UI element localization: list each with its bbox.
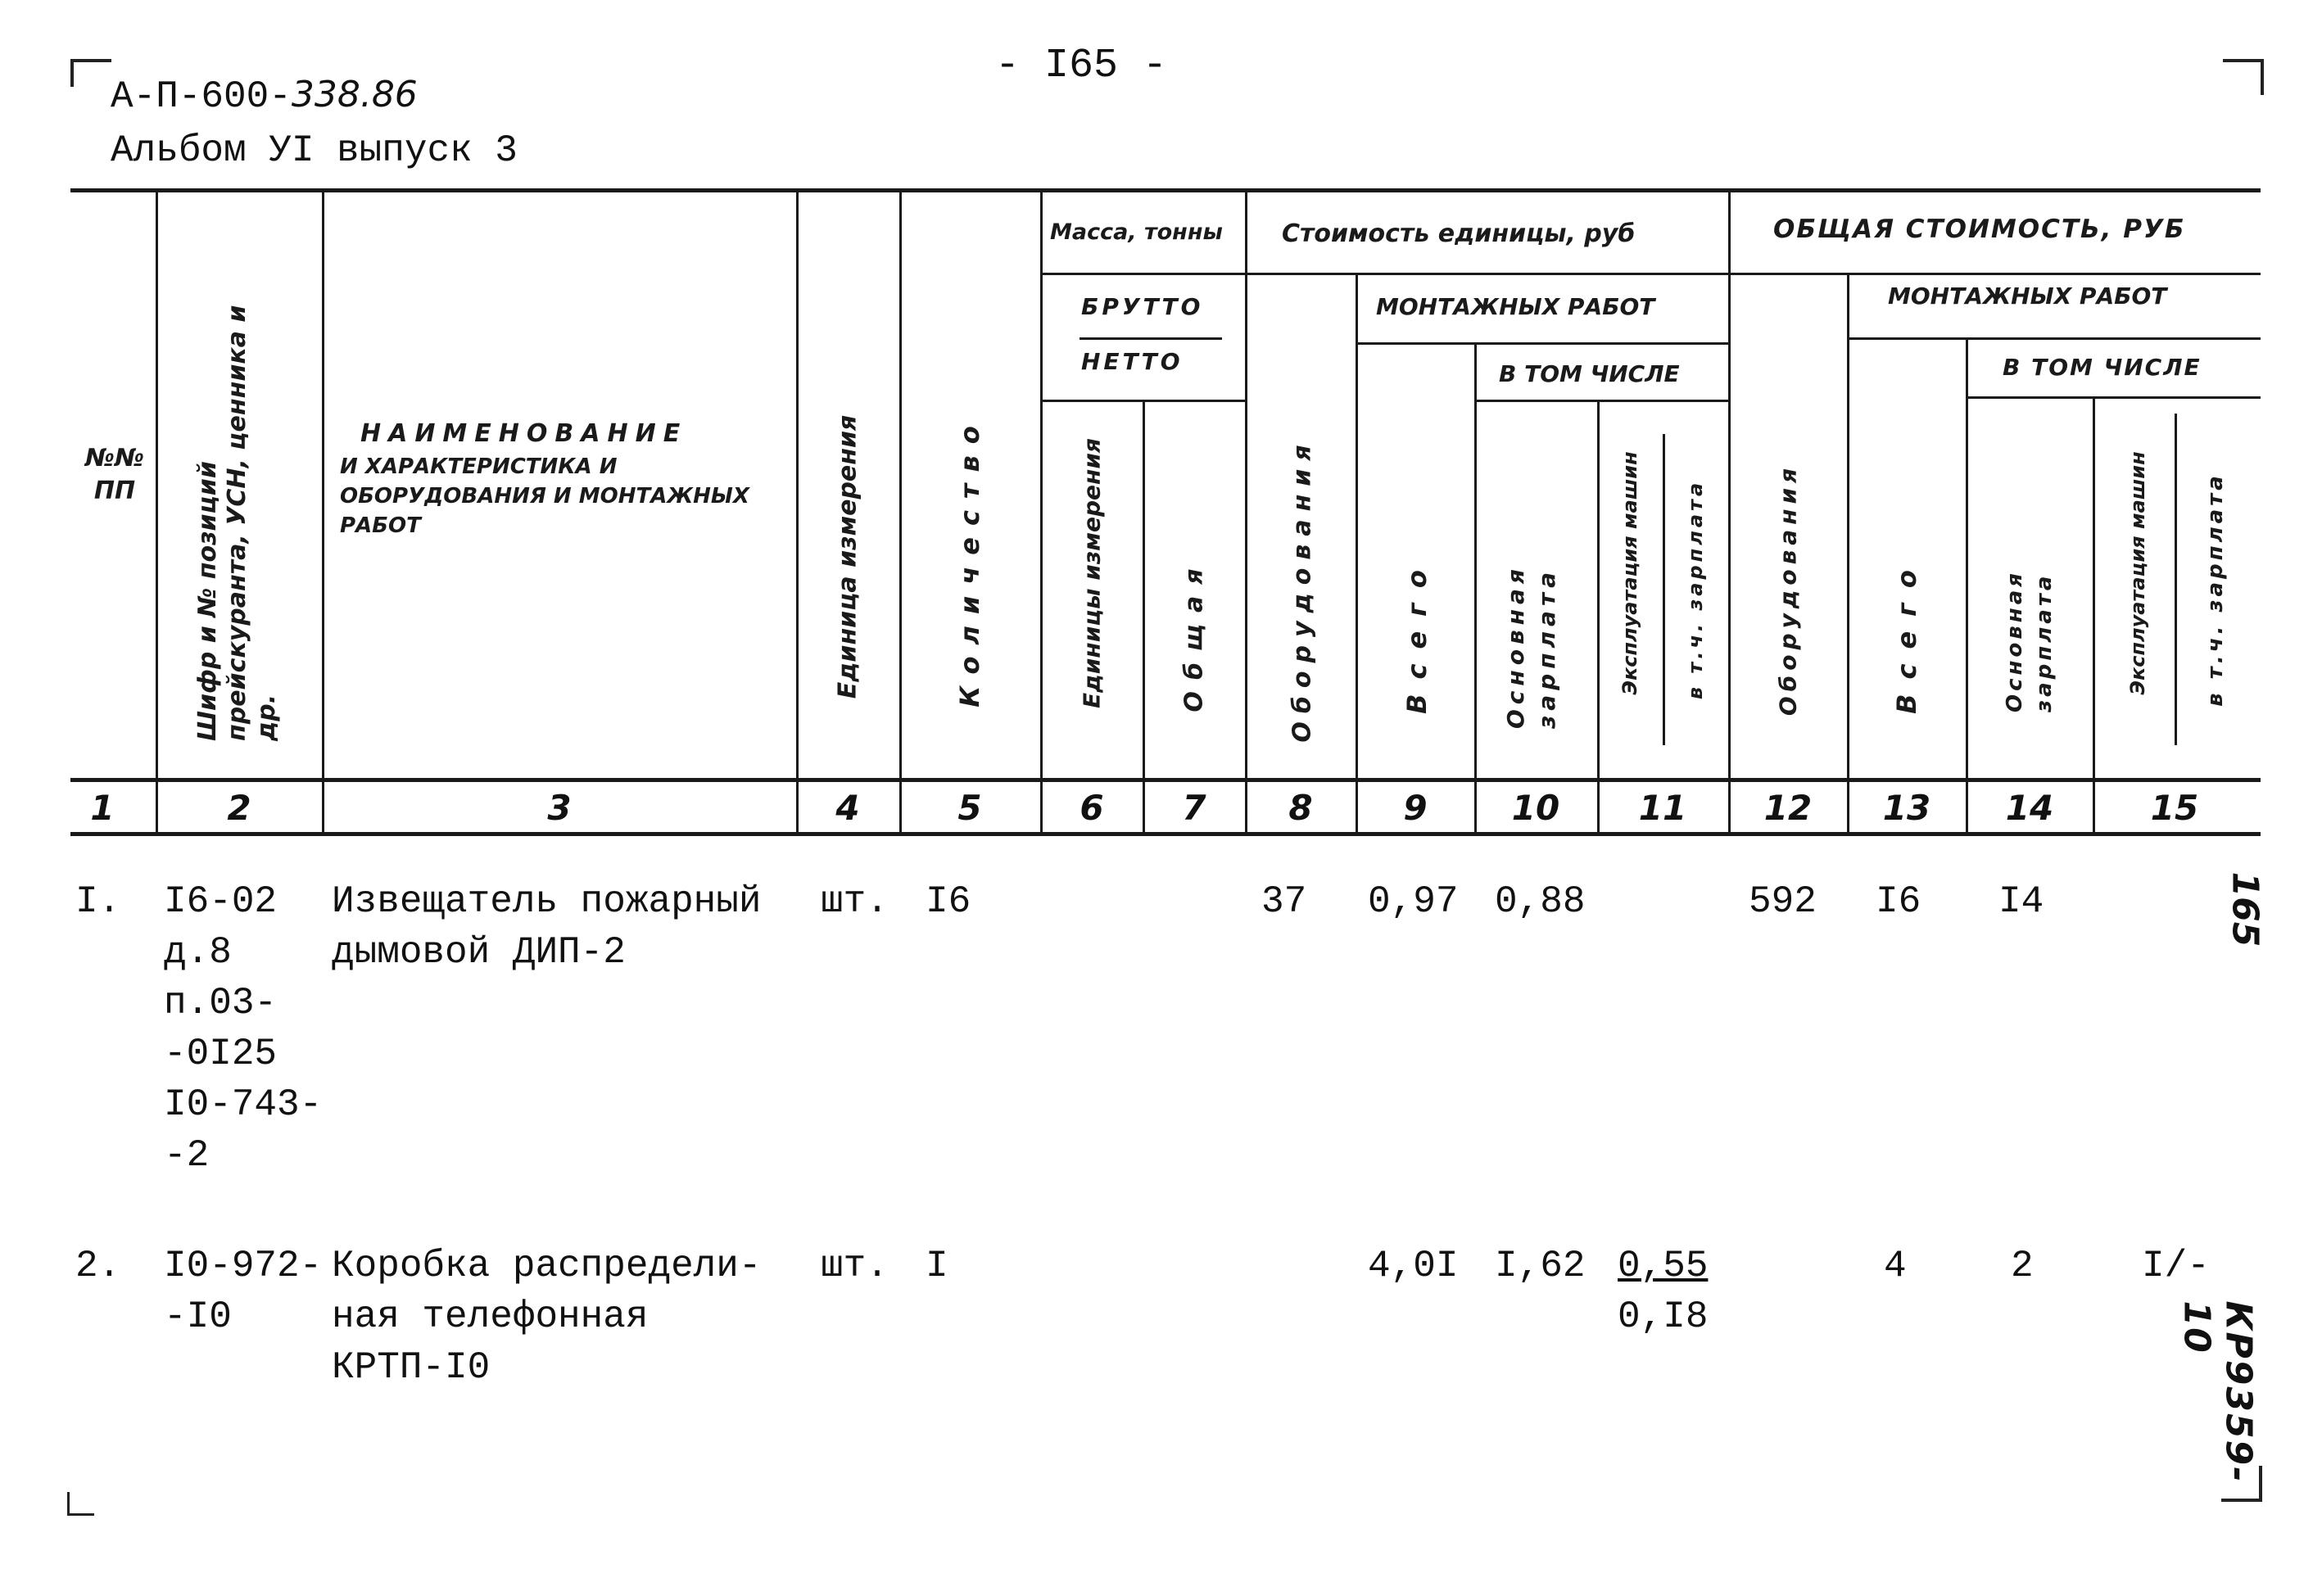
col-sep-15-inner bbox=[2175, 414, 2177, 745]
header-incl-1: В ТОМ ЧИСЛЕ bbox=[1499, 360, 1680, 387]
col-sep-6 bbox=[1143, 400, 1145, 835]
header-col4: Единица измерения bbox=[833, 414, 862, 699]
header-col9: Всего bbox=[1401, 555, 1433, 714]
page-number: - I65 - bbox=[995, 43, 1168, 89]
row1-salary-total: I4 bbox=[1998, 880, 2044, 923]
corner-mark-bottom-left bbox=[67, 1492, 94, 1516]
document-code-handwritten: 338.86 bbox=[291, 74, 418, 115]
col-sep-3 bbox=[796, 190, 799, 835]
row2-salary-total: 2 bbox=[2011, 1245, 2034, 1287]
col-number-3: 3 bbox=[547, 788, 572, 828]
row1-qty: I6 bbox=[926, 880, 971, 923]
row1-total-total: I6 bbox=[1876, 880, 1921, 923]
header-col12: Оборудования bbox=[1774, 463, 1802, 717]
margin-code-stamp: КР9359-10 bbox=[2175, 1300, 2260, 1484]
col-sep-2 bbox=[322, 190, 324, 835]
header-col14: Основная зарплата bbox=[2003, 570, 2057, 712]
row2-machine-unit: 0,55 bbox=[1618, 1245, 1709, 1287]
row2-code: I0-972- -I0 bbox=[164, 1245, 323, 1338]
header-col1: №№ ПП bbox=[84, 444, 145, 505]
header-mount-works-2: МОНТАЖНЫХ РАБОТ bbox=[1888, 283, 2167, 310]
row2-unit: шт. bbox=[821, 1245, 889, 1287]
row2-total-total: 4 bbox=[1884, 1245, 1907, 1287]
col-sep-12 bbox=[1847, 273, 1849, 835]
col-sep-1 bbox=[156, 190, 158, 835]
row1-number: I. bbox=[75, 880, 121, 923]
group-line-brutto-netto bbox=[1080, 337, 1222, 340]
header-mount-works-1: МОНТАЖНЫХ РАБОТ bbox=[1376, 293, 1655, 320]
col-number-1: 1 bbox=[90, 788, 115, 828]
table-top-line bbox=[70, 188, 2261, 192]
col-sep-8 bbox=[1356, 273, 1358, 835]
col-sep-4 bbox=[899, 190, 902, 835]
column-numbers-bottom-line bbox=[70, 832, 2261, 836]
col-number-6: 6 bbox=[1080, 788, 1104, 828]
header-col3-sub: И ХАРАКТЕРИСТИКА И ОБОРУДОВАНИЯ И МОНТАЖНЫХ РАБОТ bbox=[340, 454, 749, 538]
row1-code: I6-02 д.8 п.03- -0I25 I0-743- -2 bbox=[164, 880, 323, 1177]
group-line-mass bbox=[1040, 273, 2261, 275]
row1-equip-total: 592 bbox=[1749, 880, 1817, 923]
corner-mark-top-left bbox=[70, 59, 111, 87]
header-col11a: Эксплуатация машин bbox=[1618, 451, 1641, 695]
header-col10: Основная зарплата bbox=[1502, 564, 1560, 729]
col-sep-14 bbox=[2093, 396, 2095, 835]
col-number-8: 8 bbox=[1288, 788, 1313, 828]
col-sep-7 bbox=[1245, 190, 1247, 835]
col-number-4: 4 bbox=[835, 788, 860, 828]
header-brutto: БРУТТО bbox=[1081, 293, 1204, 320]
col-sep-5 bbox=[1040, 190, 1043, 835]
col-number-5: 5 bbox=[957, 788, 982, 828]
row1-total-unit: 0,97 bbox=[1368, 880, 1459, 923]
row1-name: Извещатель пожарный дымовой ДИП-2 bbox=[332, 880, 762, 974]
document-code bbox=[111, 74, 418, 118]
col-sep-9 bbox=[1474, 342, 1477, 835]
group-line-incl-1 bbox=[1474, 400, 1728, 402]
header-col15a: Эксплуатация машин bbox=[2126, 451, 2149, 695]
col-sep-13 bbox=[1966, 337, 1968, 835]
document-code-printed: А-П-600- bbox=[111, 75, 292, 118]
col-number-10: 10 bbox=[1511, 788, 1560, 828]
header-col2: Шифр и № позиций прейскуранта, УСН, ценника и др. bbox=[193, 305, 281, 741]
row2-total-unit: 4,0I bbox=[1368, 1245, 1459, 1287]
col-number-14: 14 bbox=[2005, 788, 2054, 828]
row2-salary-unit: I,62 bbox=[1495, 1245, 1586, 1287]
header-col3-title: НАИМЕНОВАНИЕ bbox=[360, 419, 688, 448]
header-unit-cost-group: Стоимость единицы, руб bbox=[1282, 219, 1636, 248]
row2-number: 2. bbox=[75, 1245, 121, 1287]
row2-machine-total: I/- bbox=[2142, 1245, 2210, 1287]
header-netto: НЕТТО bbox=[1081, 348, 1184, 375]
col-sep-11-inner bbox=[1663, 434, 1665, 745]
col-number-2: 2 bbox=[227, 788, 251, 828]
col-number-15: 15 bbox=[2150, 788, 2199, 828]
header-col7: Общая bbox=[1179, 557, 1209, 712]
header-col8: Оборудования bbox=[1288, 436, 1317, 743]
corner-mark-top-right bbox=[2223, 59, 2264, 95]
group-line-mount-1 bbox=[1356, 342, 1728, 345]
col-sep-11 bbox=[1728, 190, 1731, 835]
row2-qty: I bbox=[926, 1245, 948, 1287]
row1-unit: шт. bbox=[821, 880, 889, 923]
col-number-7: 7 bbox=[1182, 788, 1206, 828]
row2-machine-salary-unit: 0,I8 bbox=[1618, 1295, 1709, 1338]
row1-salary-unit: 0,88 bbox=[1495, 880, 1586, 923]
col-number-11: 11 bbox=[1638, 788, 1687, 828]
header-col11b: в т.ч. зарплата bbox=[1684, 479, 1707, 700]
album-line: Альбом УI выпуск 3 bbox=[111, 129, 518, 172]
header-mass-group: Масса, тонны bbox=[1050, 219, 1223, 245]
row1-equip-unit: 37 bbox=[1261, 880, 1307, 923]
margin-page-stamp: 165 bbox=[2224, 871, 2266, 947]
col-number-13: 13 bbox=[1882, 788, 1931, 828]
group-line-incl-2 bbox=[1966, 396, 2261, 399]
row2-name: Коробка распредели- ная телефонная КРТП-I0 bbox=[332, 1245, 762, 1389]
col-number-9: 9 bbox=[1403, 788, 1428, 828]
header-total-cost-group: ОБЩАЯ СТОИМОСТЬ, РУБ bbox=[1773, 215, 2186, 244]
table-header-bottom-line bbox=[70, 778, 2261, 782]
header-incl-2: В ТОМ ЧИСЛЕ bbox=[2003, 354, 2202, 381]
header-col5: Количество bbox=[954, 414, 985, 708]
col-number-12: 12 bbox=[1763, 788, 1813, 828]
header-col6: Единицы измерения bbox=[1078, 438, 1106, 708]
header-col15b: в т.ч. зарплата bbox=[2203, 472, 2228, 707]
header-col13: Всего bbox=[1891, 555, 1922, 714]
group-line-mount-2 bbox=[1847, 337, 2261, 340]
col-sep-10 bbox=[1597, 400, 1600, 835]
